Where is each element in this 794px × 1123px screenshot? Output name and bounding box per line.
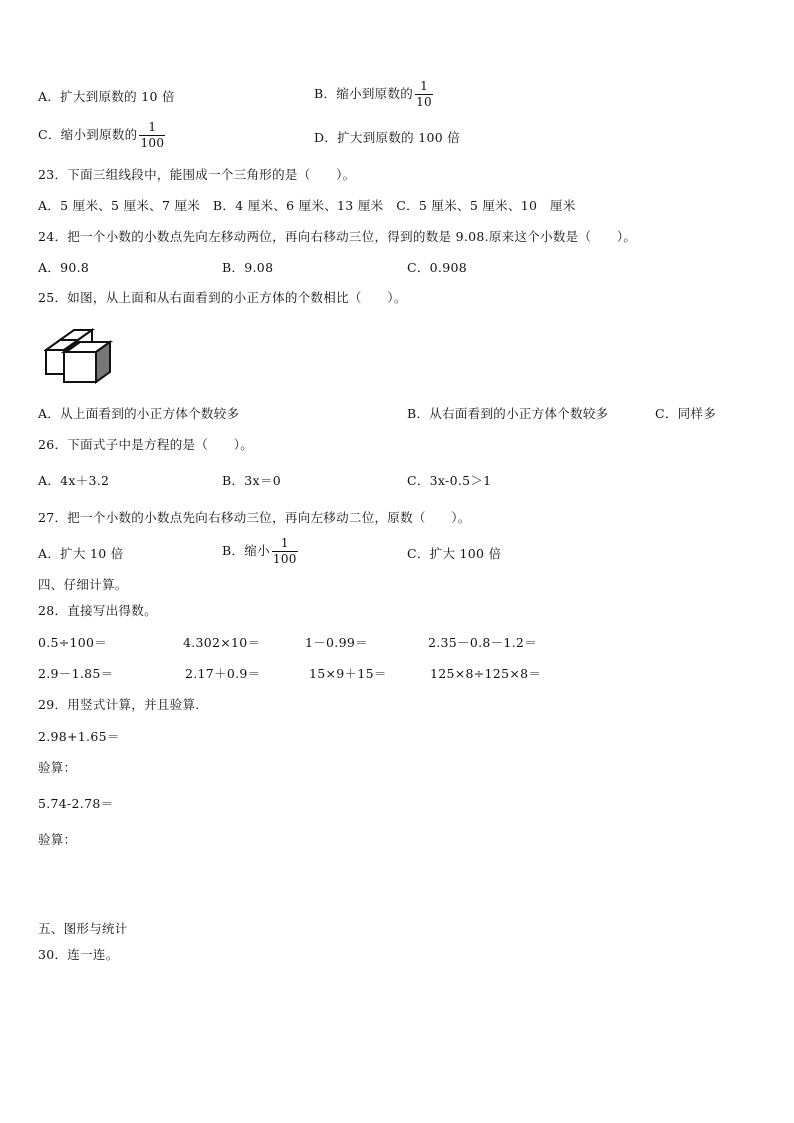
section-5-title: 五、图形与统计 <box>38 921 128 936</box>
q29-stem: 29．用竖式计算，并且验算. <box>38 697 200 712</box>
section-4-title: 四、仔细计算。 <box>38 577 128 592</box>
fraction <box>272 537 298 566</box>
q24-option-b: B．9.08 <box>222 260 274 275</box>
q28-item: 2.35－0.8－1.2＝ <box>428 635 537 650</box>
q28-item: 15×9＋15＝ <box>309 666 387 681</box>
q28-item: 4.302×10＝ <box>183 635 261 650</box>
q30-stem: 30．连一连。 <box>38 947 119 962</box>
q27-option-c: C．扩大 100 倍 <box>407 546 502 561</box>
q28-stem: 28．直接写出得数。 <box>38 603 157 618</box>
q22-option-a: A．扩大到原数的 10 倍 <box>38 89 175 104</box>
fraction-denominator: 10 <box>416 95 432 109</box>
cube-face <box>46 350 64 374</box>
q23-options: A．5 厘米、5 厘米、7 厘米 B．4 厘米、6 厘米、13 厘米 C．5 厘米、5 厘米、10 厘米 <box>38 198 576 213</box>
fraction <box>415 80 433 109</box>
q27-stem: 27．把一个小数的小数点先向右移动三位，再向左移动二位，原数（ ）。 <box>38 510 471 525</box>
q22-option-b-text: B．缩小到原数的 <box>314 86 414 101</box>
q22-option-b <box>314 80 433 109</box>
fraction-numerator: 1 <box>280 536 289 550</box>
q26-option-a: A．4x＋3.2 <box>38 473 110 488</box>
fraction <box>139 121 165 150</box>
q29-expression-2: 5.74-2.78＝ <box>38 796 114 811</box>
q27-option-b-text: B．缩小 <box>222 543 270 558</box>
q25-option-a: A．从上面看到的小正方体个数较多 <box>38 406 240 421</box>
q24-option-c: C．0.908 <box>407 260 467 275</box>
q28-item: 125×8÷125×8＝ <box>430 666 542 681</box>
q29-expression-1: 2.98+1.65＝ <box>38 729 120 744</box>
q27-option-a: A．扩大 10 倍 <box>38 546 124 561</box>
q22-option-c <box>38 121 165 150</box>
q26-stem: 26．下面式子中是方程的是（ ）。 <box>38 437 254 452</box>
q25-option-b: B．从右面看到的小正方体个数较多 <box>407 406 609 421</box>
q22-option-d: D．扩大到原数的 100 倍 <box>314 130 461 145</box>
q26-option-c: C．3x-0.5＞1 <box>407 473 492 488</box>
q25-option-c: C．同样多 <box>655 406 717 421</box>
fraction-numerator: 1 <box>420 79 428 93</box>
fraction-numerator: 1 <box>148 120 157 134</box>
q28-item: 2.9－1.85＝ <box>38 666 114 681</box>
q27-option-b <box>222 537 298 566</box>
cube-face <box>64 352 96 382</box>
q28-item: 1－0.99＝ <box>305 635 368 650</box>
fraction-denominator: 100 <box>272 552 297 566</box>
q24-stem: 24．把一个小数的小数点先向左移动两位，再向右移动三位，得到的数是 9.08.原来这个小数是（ ）。 <box>38 229 637 244</box>
q29-check-label-2: 验算： <box>38 832 77 847</box>
q28-item: 2.17＋0.9＝ <box>185 666 261 681</box>
q23-stem: 23．下面三组线段中，能围成一个三角形的是（ ）。 <box>38 167 356 182</box>
q26-option-b: B．3x＝0 <box>222 473 281 488</box>
cube-stack-figure <box>44 328 114 386</box>
q25-stem: 25．如图，从上面和从右面看到的小正方体的个数相比（ ）。 <box>38 290 407 305</box>
q24-option-a: A．90.8 <box>38 260 90 275</box>
fraction-denominator: 100 <box>140 136 165 150</box>
q28-item: 0.5÷100＝ <box>38 635 108 650</box>
q22-option-c-text: C．缩小到原数的 <box>38 127 138 142</box>
q29-check-label-1: 验算： <box>38 760 77 775</box>
